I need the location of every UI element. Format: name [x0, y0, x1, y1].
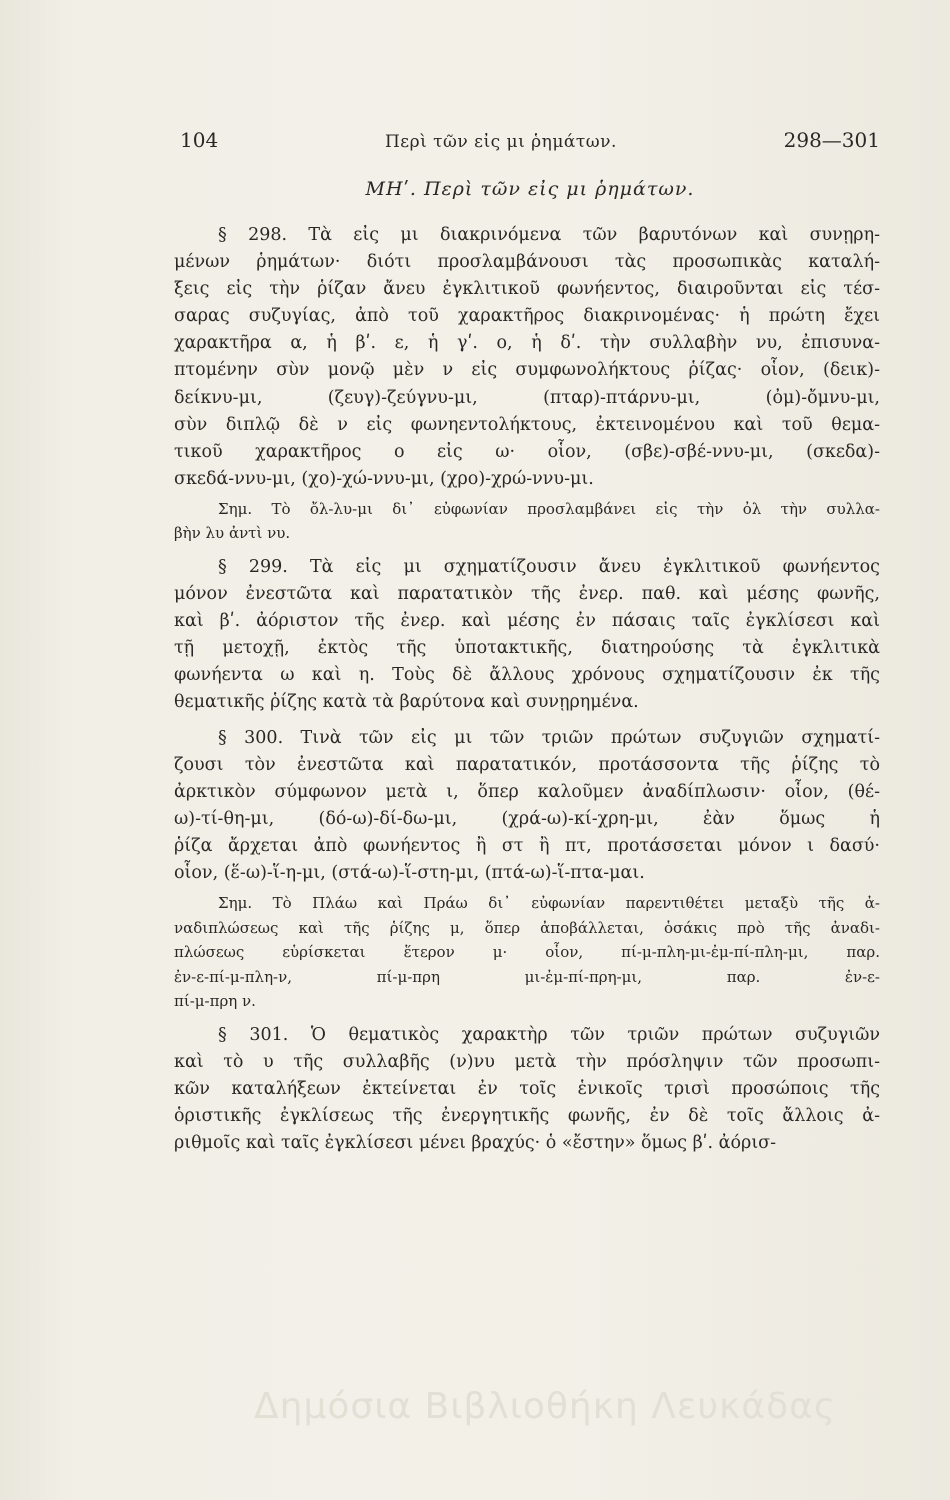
text-line: φωνήεντα ω καὶ η. Τοὺς δὲ ἄλλους χρόνους σχηματίζουσιν ἐκ τῆς: [174, 665, 880, 686]
chapter-heading: ΜΗʹ. Περὶ τῶν εἰς μι ῥημάτων.: [365, 178, 695, 200]
section-range: 298—301: [783, 128, 880, 152]
text-line: ζουσι τὸν ἐνεστῶτα καὶ παρατατικόν, προτάσσοντα τῆς ῥίζης τὸ: [174, 754, 880, 775]
text-line: κῶν καταλήξεων ἐκτείνεται ἐν τοῖς ἑνικοῖς τρισὶ προσώποις τῆς: [174, 1078, 880, 1099]
text-line: σαρας συζυγίας, ἀπὸ τοῦ χαρακτῆρος διακρινομένας· ἡ πρώτη ἔχει: [174, 306, 880, 327]
text-line: § 299. Τὰ εἰς μι σχηματίζουσιν ἄνευ ἐγκλιτικοῦ φωνήεντος: [218, 556, 880, 577]
note-300: [174, 891, 880, 1014]
running-title: Περὶ τῶν εἰς μι ῥημάτων.: [384, 132, 617, 152]
library-watermark: Δημόσια Βιβλιοθήκη Λευκάδας: [254, 1386, 836, 1427]
text-line: πτομένην σὺν μονῷ μὲν ν εἰς συμφωνολήκτους ῥίζας· οἷον, (δεικ)-: [174, 360, 880, 381]
text-line: ναδιπλώσεως καὶ τῆς ῥίζης μ, ὅπερ ἀποβάλλεται, ὁσάκις πρὸ τῆς ἀναδι-: [174, 918, 880, 937]
paragraph-299: [174, 554, 880, 717]
text-line: τικοῦ χαρακτῆρος ο εἰς ω· οἷον, (σβε)-σβέ-ννυ-μι, (σκεδα)-: [174, 441, 880, 462]
text-line: οἷον, (ἕ-ω)-ἵ-η-μι, (στά-ω)-ἵ-στη-μι, (πτά-ω)-ἵ-πτα-μαι.: [174, 862, 645, 883]
text-line: ἐν-ε-πί-μ-πλη-ν, πί-μ-πρη μι-ἐμ-πί-πρη-μι, παρ. ἐν-ε-: [174, 967, 880, 986]
page-body: [174, 222, 880, 1157]
text-line: σκεδά-ννυ-μι, (χο)-χώ-ννυ-μι, (χρο)-χρώ-ννυ-μι.: [174, 468, 594, 489]
text-line: πλώσεως εὑρίσκεται ἕτερον μ· οἷον, πί-μ-πλη-μι-ἐμ-πί-πλη-μι, παρ.: [174, 943, 880, 962]
page-number: 104: [180, 128, 219, 152]
text-line: καὶ τὸ υ τῆς συλλαβῆς (ν)νυ μετὰ τὴν πρόσληψιν τῶν προσωπι-: [174, 1051, 880, 1072]
paragraph-298: [174, 222, 880, 493]
text-line: μένων ῥημάτων· διότι προσλαμβάνουσι τὰς προσωπικὰς καταλή-: [174, 252, 880, 273]
page-header: [180, 128, 880, 158]
text-line: § 298. Τὰ εἰς μι διακρινόμενα τῶν βαρυτόνων καὶ συνῃρη-: [218, 225, 880, 245]
text-line: ριθμοῖς καὶ ταῖς ἐγκλίσεσι μένει βραχύς· ὁ «ἔστην» ὅμως βʹ. ἀόρισ-: [174, 1132, 777, 1153]
text-line: βὴν λυ ἀντὶ νυ.: [174, 524, 291, 543]
text-line: Σημ. Τὸ Πλάω καὶ Πράω δι᾽ εὐφωνίαν παρεντιθέτει μεταξὺ τῆς ἀ-: [218, 894, 880, 913]
text-line: ὁριστικῆς ἐγκλίσεως τῆς ἐνεργητικῆς φωνῆς, ἐν δὲ τοῖς ἄλλοις ἀ-: [174, 1105, 880, 1126]
text-line: καὶ βʹ. ἀόριστον τῆς ἐνερ. καὶ μέσης ἐν πάσαις ταῖς ἐγκλίσεσι καὶ: [174, 611, 880, 632]
text-line: σὺν διπλῷ δὲ ν εἰς φωνηεντολήκτους, ἐκτεινομένου καὶ τοῦ θεμα-: [174, 414, 880, 435]
note-298: [174, 497, 880, 546]
text-line: τῇ μετοχῇ, ἐκτὸς τῆς ὑποτακτικῆς, διατηρούσης τὰ ἐγκλιτικὰ: [174, 638, 880, 659]
text-line: § 301. Ὁ θεματικὸς χαρακτὴρ τῶν τριῶν πρώτων συζυγιῶν: [218, 1024, 880, 1045]
paragraph-301: [174, 1022, 880, 1157]
text-line: ξεις εἰς τὴν ῥίζαν ἄνευ ἐγκλιτικοῦ φωνήεντος, διαιροῦνται εἰς τέσ-: [174, 279, 880, 300]
text-line: πί-μ-πρη ν.: [174, 992, 256, 1011]
text-line: μόνον ἐνεστῶτα καὶ παρατατικὸν τῆς ἐνερ. παθ. καὶ μέσης φωνῆς,: [174, 584, 880, 605]
text-line: χαρακτῆρα α, ἡ βʹ. ε, ἡ γʹ. ο, ἡ δʹ. τὴν συλλαβὴν νυ, ἐπισυνα-: [174, 333, 880, 354]
text-line: Σημ. Τὸ ὄλ-λυ-μι δι᾽ εὐφωνίαν προσλαμβάνει εἰς τὴν ὀλ τὴν συλλα-: [218, 499, 880, 518]
text-line: ῥίζα ἄρχεται ἀπὸ φωνήεντος ἢ στ ἢ πτ, προτάσσεται μόνον ι δασύ·: [174, 835, 880, 856]
paragraph-300: [174, 725, 880, 888]
text-line: ω)-τί-θη-μι, (δό-ω)-δί-δω-μι, (χρά-ω)-κί-χρη-μι, ἐὰν ὅμως ἡ: [174, 808, 880, 829]
text-line: ἀρκτικὸν σύμφωνον μετὰ ι, ὅπερ καλοῦμεν ἀναδίπλωσιν· οἷον, (θέ-: [174, 781, 880, 802]
text-line: δείκνυ-μι, (ζευγ)-ζεύγνυ-μι, (πταρ)-πτάρνυ-μι, (ὀμ)-ὄμνυ-μι,: [174, 387, 880, 408]
text-line: § 300. Τινὰ τῶν εἰς μι τῶν τριῶν πρώτων συζυγιῶν σχηματί-: [218, 727, 880, 748]
text-line: θεματικῆς ῥίζης κατὰ τὰ βαρύτονα καὶ συνῃρημένα.: [174, 692, 639, 713]
